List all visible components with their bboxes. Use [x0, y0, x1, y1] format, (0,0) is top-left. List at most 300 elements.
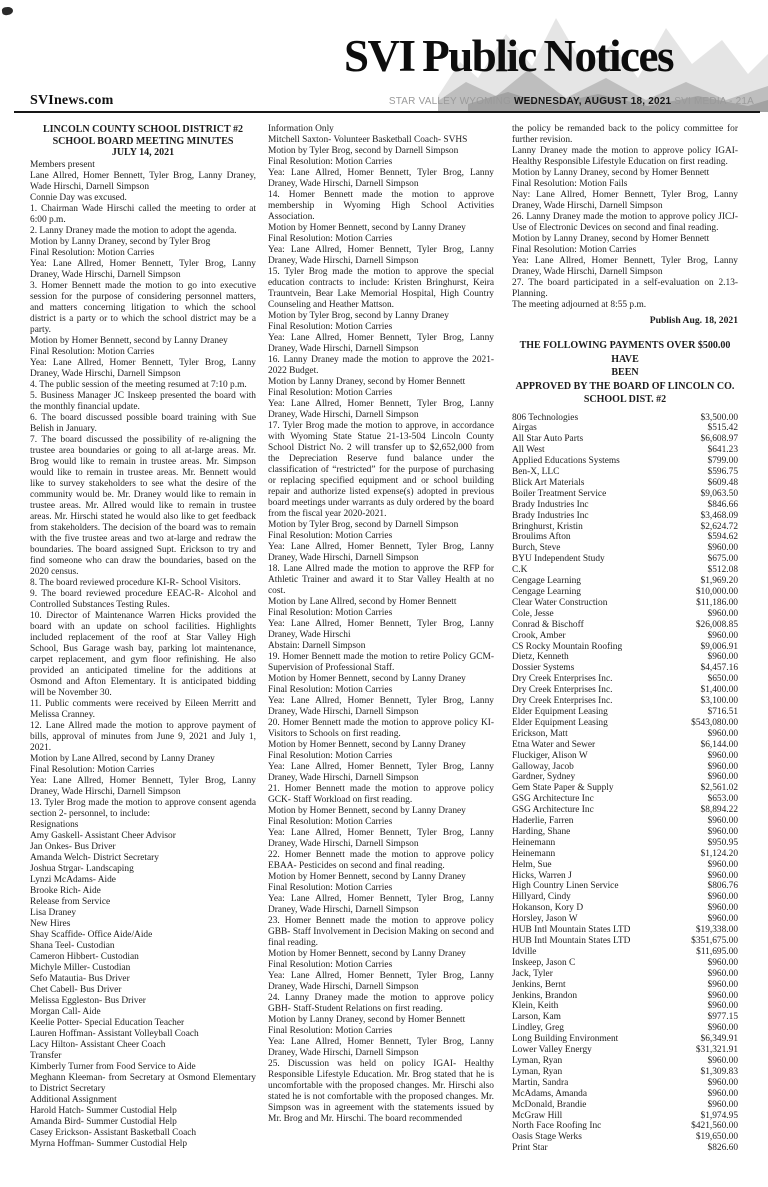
notice-paragraph: 10. Director of Maintenance Warren Hicks provided the board with an update on school facilities. Highlights included replacement of the roof at Star Valley High School, Bus Garage wash bay, parking lot maintenance, carpet replacement, and gym floor refinishing. He also provided an anticipated timeline for the additions at Osmond and Afton Elementary. It is anticipated bidding will be November 30.: [30, 610, 256, 698]
payment-payee: Lower Valley Energy: [512, 1045, 592, 1056]
notice-paragraph: Final Resolution: Motion Carries: [30, 764, 155, 775]
payment-amount: $4,457.16: [700, 663, 738, 674]
payment-row: [512, 543, 738, 554]
payment-amount: $960.00: [707, 1088, 738, 1099]
notice-paragraph: 13. Tyler Brog made the motion to approve consent agenda section 2- personnel, to include:: [30, 797, 256, 819]
payment-amount: $960.00: [707, 990, 738, 1001]
payment-payee: Dry Creek Enterprises Inc.: [512, 674, 613, 685]
payment-payee: Harding, Shane: [512, 826, 571, 837]
payment-amount: $26,008.85: [695, 619, 738, 630]
payment-row: [512, 762, 738, 773]
payment-amount: $960.00: [707, 914, 738, 925]
notice-paragraph: Yea: Lane Allred, Homer Bennett, Tyler Brog, Lanny Draney, Wade Hirschi, Darnell Simpson: [268, 762, 494, 783]
payment-amount: $31,321.91: [695, 1045, 738, 1056]
payment-row: [512, 1045, 738, 1056]
payment-amount: $650.00: [707, 674, 738, 685]
payment-amount: $1,974.95: [700, 1110, 738, 1121]
payment-amount: $6,349.91: [700, 1034, 738, 1045]
notice-paragraph: 22. Homer Bennett made the motion to approve policy EBAA- Pesticides on second and final reading.: [268, 850, 494, 871]
payment-amount: $351,675.00: [691, 936, 738, 946]
payment-payee: Broulims Afton: [512, 532, 571, 543]
payment-payee: Etna Water and Sewer: [512, 739, 596, 750]
payment-row: [512, 729, 738, 740]
notice-title: [30, 124, 256, 159]
payment-amount: $960.00: [707, 870, 738, 881]
payment-amount: $960.00: [707, 652, 738, 663]
notice-paragraph: Yea: Lane Allred, Homer Bennett, Tyler Brog, Lanny Draney, Wade Hirschi, Darnell Simpson: [268, 542, 494, 563]
payment-payee: Hillyard, Cindy: [512, 892, 571, 903]
dateline-date: WEDNESDAY, AUGUST 18, 2021: [514, 96, 675, 107]
payment-row: [512, 598, 738, 609]
notice-paragraph: Final Resolution: Motion Carries: [268, 960, 393, 970]
payment-row: [512, 652, 738, 663]
payment-row: [512, 1121, 738, 1132]
payment-payee: Burch, Steve: [512, 543, 561, 554]
notice-paragraph: 25. Discussion was held on policy IGAI- Healthy Responsible Lifestyle Education. Mr. Brog stated that he is uncomfortable with the proposed changes. Mr. Hirschi also stated he is not comfortable with the proposed changes. Mr. Simpson was in agreement with the statements issued by Mr. Brog and Mr. Hirschi. The board recommended: [268, 1059, 494, 1124]
payment-payee: GSG Architecture Inc: [512, 805, 594, 816]
notice-paragraph: Final Resolution: Motion Carries: [268, 531, 393, 541]
masthead-title: SVI Public Notices: [344, 31, 673, 81]
payment-payee: Heinemann: [512, 848, 556, 859]
payment-payee: Lindley, Greg: [512, 1023, 564, 1034]
payment-row: [512, 478, 738, 489]
payment-row: [512, 532, 738, 543]
notice-column-2-paragraphs: [268, 124, 494, 1125]
notice-paragraph: Final Resolution: Motion Carries: [268, 234, 393, 244]
payment-payee: Crook, Amber: [512, 630, 566, 641]
payment-payee: Cole, Jesse: [512, 608, 554, 619]
dateline-location: STAR VALLEY WYOMING: [388, 96, 515, 107]
notice-paragraph: Yea: Lane Allred, Homer Bennett, Tyler Brog, Lanny Draney, Wade Hirschi, Darnell Simpson: [268, 245, 494, 266]
notice-paragraph: Motion by Lanny Draney, second by Tyler Brog: [30, 236, 211, 247]
payment-amount: $3,100.00: [700, 696, 738, 707]
payment-row: [512, 740, 738, 751]
payment-amount: $641.23: [707, 445, 738, 456]
payment-amount: $960.00: [707, 1055, 738, 1066]
notice-column-1-paragraphs: [30, 160, 256, 1150]
notice-paragraph: Lanny Draney made the motion to approve policy IGAI- Healthy Responsible Lifestyle Education on first reading.: [512, 146, 738, 167]
notice-paragraph: Harold Hatch- Summer Custodial Help: [30, 1105, 177, 1116]
payment-row: [512, 925, 738, 936]
payment-payee: Hokanson, Kory D: [512, 903, 584, 914]
payment-amount: $846.66: [707, 499, 738, 510]
payment-row: [512, 1056, 738, 1067]
notice-paragraph: Lynzi McAdams- Aide: [30, 874, 116, 885]
notice-paragraph: 7. The board discussed the possibility of re-aligning the trustee area boundaries or going to all at-large areas. Mr. Brog would like to remain in trustee areas. Mr. Simpson would like to remain in trustee areas. Mr. Bennett would like to survey stakeholders to see what the desire of the community would be. Mr. Draney would like to remain in trustee areas. Mr. Allred would like to remain in trustee areas. Mr. Hirschi stated he would also like to get feedback from stakeholders. The decision of the board was to remain with the five trustee areas and two at-large and redraw the boundaries. The board assigned Supt. Erickson to try and find someone who can draw the boundaries, based on the 2020 census.: [30, 434, 256, 577]
payment-amount: $3,468.09: [700, 510, 738, 521]
payment-amount: $960.00: [707, 1099, 738, 1110]
notice-paragraph: Yea: Lane Allred, Homer Bennett, Tyler Brog, Lanny Draney, Wade Hirschi, Darnell Simpson: [268, 168, 494, 189]
notice-paragraph: Motion by Homer Bennett, second by Lanny Draney: [268, 674, 466, 684]
payment-payee: Helm, Sue: [512, 859, 552, 870]
payment-row: [512, 805, 738, 816]
payment-amount: $960.00: [707, 728, 738, 739]
payment-payee: Jack, Tyler: [512, 968, 553, 979]
notice-paragraph: Nay: Lane Allred, Homer Bennett, Tyler Brog, Lanny Draney, Wade Hirschi, Darnell Simpson: [512, 190, 738, 211]
payment-amount: $8,894.22: [700, 805, 738, 816]
notice-paragraph: Final Resolution: Motion Carries: [268, 883, 393, 893]
notice-paragraph: Yea: Lane Allred, Homer Bennett, Tyler Brog, Lanny Draney, Wade Hirschi, Darnell Simpson: [268, 828, 494, 849]
payment-payee: All West: [512, 445, 545, 456]
payment-row: [512, 1111, 738, 1122]
payment-amount: $1,309.83: [700, 1066, 738, 1077]
notice-paragraph: Final Resolution: Motion Carries: [268, 751, 393, 761]
notice-paragraph: 3. Homer Bennett made the motion to go into executive session for the purpose of considering personnel matters, and matters concerning litigation to which the school district is a party or to which the school district may be a party.: [30, 280, 256, 335]
payment-row: [512, 1132, 738, 1143]
dateline-row: [30, 93, 754, 109]
payment-amount: $960.00: [707, 1077, 738, 1088]
notice-paragraph: Connie Day was excused.: [30, 192, 127, 203]
notice-paragraph: Casey Erickson- Assistant Basketball Coach: [30, 1127, 197, 1138]
payment-payee: Inskeep, Jason C: [512, 957, 576, 968]
notice-paragraph: Kimberly Turner from Food Service to Aide: [30, 1061, 196, 1072]
publish-date-line: Publish Aug. 18, 2021: [649, 315, 738, 326]
notice-paragraph: 19. Homer Bennett made the motion to retire Policy GCM- Supervision of Professional Staff.: [268, 652, 494, 673]
notice-paragraph: Motion by Homer Bennett, second by Lanny Draney: [268, 806, 466, 816]
payment-row: [512, 1143, 738, 1154]
payments-heading-line: THE FOLLOWING PAYMENTS OVER $500.00 HAVE: [519, 340, 731, 365]
payment-row: [512, 445, 738, 456]
payment-amount: $2,624.72: [700, 521, 738, 532]
notice-paragraph: 5. Business Manager JC Inskeep presented the board with the monthly financial update.: [30, 390, 256, 412]
payment-row: [512, 1023, 738, 1034]
notice-paragraph: Motion by Homer Bennett, second by Lanny Draney: [268, 223, 466, 233]
notice-paragraph: Yea: Lane Allred, Homer Bennett, Tyler Brog, Lanny Draney, Wade Hirschi, Darnell Simpson: [268, 971, 494, 992]
notice-paragraph: Morgan Call- Aide: [30, 1006, 101, 1017]
payment-amount: $1,400.00: [700, 685, 738, 696]
notice-paragraph: Yea: Lane Allred, Homer Bennett, Tyler Brog, Lanny Draney, Wade Hirschi, Darnell Simpson: [30, 775, 256, 797]
payment-row: [512, 892, 738, 903]
payment-amount: $960.00: [707, 903, 738, 914]
payment-payee: Oasis Stage Werks: [512, 1132, 582, 1143]
notice-paragraph: Final Resolution: Motion Fails: [512, 179, 628, 189]
payments-heading-line: BEEN: [611, 367, 639, 378]
payment-amount: $960.00: [707, 761, 738, 772]
notice-paragraph: 4. The public session of the meeting resumed at 7:10 p.m.: [30, 379, 247, 390]
payment-payee: Applied Educations Systems: [512, 456, 620, 467]
payment-payee: BYU Independent Study: [512, 554, 605, 565]
payment-row: [512, 631, 738, 642]
payment-amount: $960.00: [707, 750, 738, 761]
payment-row: [512, 609, 738, 620]
notice-paragraph: Yea: Lane Allred, Homer Bennett, Tyler Brog, Lanny Draney, Wade Hirschi, Darnell Simpson: [268, 333, 494, 354]
payment-payee: Jenkins, Brandon: [512, 990, 578, 1001]
payment-row: [512, 1100, 738, 1111]
payment-row: [512, 827, 738, 838]
notice-paragraph: Final Resolution: Motion Carries: [268, 1026, 393, 1036]
payment-payee: McAdams, Amanda: [512, 1088, 587, 1099]
notice-title-line: JULY 14, 2021: [111, 147, 175, 158]
payment-amount: $1,969.20: [700, 576, 738, 587]
notice-paragraph: Yea: Lane Allred, Homer Bennett, Tyler Brog, Lanny Draney, Wade Hirschi, Darnell Simpson: [268, 1037, 494, 1058]
payment-payee: HUB Intl Mountain States LTD: [512, 936, 631, 946]
payment-payee: Clear Water Construction: [512, 597, 608, 608]
payment-amount: $11,186.00: [696, 597, 738, 608]
notice-paragraph: Final Resolution: Motion Carries: [268, 817, 393, 827]
payment-row: [512, 751, 738, 762]
payment-payee: Lyman, Ryan: [512, 1055, 563, 1066]
payment-amount: $594.62: [707, 532, 738, 543]
payment-payee: Boiler Treatment Service: [512, 488, 607, 499]
payment-payee: Lyman, Ryan: [512, 1066, 563, 1077]
payment-payee: GSG Architecture Inc: [512, 794, 594, 805]
notice-paragraph: Meghann Kleeman- from Secretary at Osmond Elementary to District Secretary: [30, 1072, 256, 1094]
payment-row: [512, 500, 738, 511]
payment-payee: All Star Auto Parts: [512, 434, 584, 445]
payment-payee: Conrad & Bischoff: [512, 619, 584, 630]
notice-paragraph: Motion by Homer Bennett, second by Lanny Draney: [268, 872, 466, 882]
payment-amount: $512.08: [707, 565, 738, 576]
notice-paragraph: 26. Lanny Draney made the motion to approve policy JICJ- Use of Electronic Devices on second and final reading.: [512, 212, 738, 233]
payment-payee: C.K: [512, 565, 528, 576]
payment-row: [512, 1034, 738, 1045]
notice-paragraph: Yea: Lane Allred, Homer Bennett, Tyler Brog, Lanny Draney, Wade Hirschi, Darnell Simpson: [268, 696, 494, 717]
payment-amount: $799.00: [707, 456, 738, 467]
payment-amount: $6,144.00: [700, 739, 738, 750]
payment-amount: $716.51: [707, 706, 738, 717]
payment-row: [512, 456, 738, 467]
notice-paragraph: 1. Chairman Wade Hirschi called the meeting to order at 6:00 p.m.: [30, 203, 256, 225]
payments-heading-line: SCHOOL DIST. #2: [583, 394, 667, 405]
payment-payee: Dry Creek Enterprises Inc.: [512, 696, 613, 707]
payment-row: [512, 1012, 738, 1023]
notice-paragraph: Shana Teel- Custodian: [30, 940, 115, 951]
payment-amount: $9,063.50: [700, 488, 738, 499]
payment-payee: Klein, Keith: [512, 1001, 559, 1012]
payment-row: [512, 838, 738, 849]
payment-row: [512, 816, 738, 827]
payment-amount: $10,000.00: [695, 587, 738, 597]
notice-paragraph: 8. The board reviewed procedure KI-R- School Visitors.: [30, 577, 241, 588]
payment-row: [512, 587, 738, 598]
notice-paragraph: Final Resolution: Motion Carries: [30, 247, 155, 258]
payment-payee: Galloway, Jacob: [512, 761, 574, 772]
payment-amount: $950.95: [707, 837, 738, 848]
payment-row: [512, 772, 738, 783]
notice-paragraph: Motion by Lanny Draney, second by Homer Bennett: [268, 377, 466, 387]
notice-paragraph: 17. Tyler Brog made the motion to approve, in accordance with Wyoming State Statue 21-13-504 Lincoln County School District No. 2 will transfer up to $2,652,000 from the Depreciation Reserve fund balance under the classification of “restricted” for the purpose of purchasing or replacing specified equipment and or school building repair and authorize listed expense(s) adopted in previous board meetings under warrants as duly ordered by the board from the fiscal year 2020-2021.: [268, 421, 494, 519]
notice-paragraph: Yea: Lane Allred, Homer Bennett, Tyler Brog, Lanny Draney, Wade Hirschi, Darnell Simpson: [268, 399, 494, 420]
payment-row: [512, 554, 738, 565]
payment-row: [512, 980, 738, 991]
notice-paragraph: Yea: Lane Allred, Homer Bennett, Tyler Brog, Lanny Draney, Wade Hirschi, Darnell Simpson: [30, 357, 256, 379]
payment-row: [512, 489, 738, 500]
notice-paragraph: 9. The board reviewed procedure EEAC-R- Alcohol and Controlled Substances Testing Rules.: [30, 588, 256, 610]
payment-amount: $960.00: [707, 826, 738, 837]
notice-paragraph: Additional Assignment: [30, 1094, 117, 1105]
payment-payee: CS Rocky Mountain Roofing: [512, 641, 623, 652]
payment-row: [512, 674, 738, 685]
payment-row: [512, 696, 738, 707]
notice-paragraph: Jan Onkes- Bus Driver: [30, 841, 116, 852]
notice-paragraph: Resignations: [30, 819, 79, 830]
notice-paragraph: Motion by Lanny Draney, second by Homer Bennett: [268, 1015, 466, 1025]
payment-payee: Dietz, Kenneth: [512, 652, 569, 663]
payment-payee: McGraw Hill: [512, 1110, 563, 1121]
notice-paragraph: Lisa Draney: [30, 907, 77, 918]
payment-row: [512, 423, 738, 434]
payment-payee: Larson, Kam: [512, 1012, 561, 1023]
notice-column-1: [30, 124, 256, 1180]
notice-paragraph: Release from Service: [30, 896, 111, 907]
payment-row: [512, 958, 738, 969]
notice-paragraph: 14. Homer Bennett made the motion to approve membership in Wyoming High School Activities Association.: [268, 190, 494, 222]
notice-paragraph: 21. Homer Bennett made the motion to approve policy GCK- Staff Workload on first reading.: [268, 784, 494, 805]
payment-amount: $960.00: [707, 543, 738, 554]
notice-paragraph: Motion by Tyler Brog, second by Lanny Draney: [268, 311, 449, 321]
notice-paragraph: Joshua Strgar- Landscaping: [30, 863, 134, 874]
payment-payee: Gardner, Sydney: [512, 772, 576, 783]
payment-row: [512, 663, 738, 674]
payment-row: [512, 947, 738, 958]
notice-paragraph: 20. Homer Bennett made the motion to approve policy KI- Visitors to Schools on first reading.: [268, 718, 494, 739]
notice-paragraph: 15. Tyler Brog made the motion to approve the special education contracts to include: Kristen Bringhurst, Keira Trauntvein, Bear Lake Memorial Hospital, High Country Counseling and Heather Mattson.: [268, 267, 494, 310]
notice-paragraph: 12. Lane Allred made the motion to approve payment of bills, approval of minutes from June 9, 2021 and July 1, 2021.: [30, 720, 256, 753]
payment-amount: $960.00: [707, 630, 738, 641]
payment-row: [512, 903, 738, 914]
notice-paragraph: Motion by Homer Bennett, second by Lanny Draney: [30, 335, 228, 346]
notice-paragraph: Melissa Eggleston- Bus Driver: [30, 995, 146, 1006]
payment-amount: $2,561.02: [700, 783, 738, 794]
notice-paragraph: New Hires: [30, 918, 71, 929]
payments-heading: [512, 339, 738, 407]
payment-amount: $960.00: [707, 772, 738, 783]
payment-row: [512, 936, 738, 947]
notice-paragraph: Motion by Homer Bennett, second by Lanny Draney: [268, 949, 466, 959]
notice-paragraph: 27. The board participated in a self-evaluation on 2.13- Planning.: [512, 278, 738, 299]
payment-row: [512, 794, 738, 805]
notice-paragraph: Motion by Homer Bennett, second by Lanny Draney: [268, 740, 466, 750]
payment-row: [512, 991, 738, 1002]
payment-amount: $675.00: [707, 554, 738, 565]
payment-amount: $960.00: [707, 816, 738, 827]
payment-amount: $515.42: [707, 423, 738, 434]
notice-column-2: [268, 124, 494, 1180]
payment-amount: $960.00: [707, 957, 738, 968]
payment-payee: Martin, Sandra: [512, 1077, 569, 1088]
notice-column-3-paragraphs: [512, 124, 738, 311]
payment-payee: McDonald, Brandie: [512, 1099, 587, 1110]
notice-paragraph: Yea: Lane Allred, Homer Bennett, Tyler Brog, Lanny Draney, Wade Hirschi, Darnell Simpson: [30, 258, 256, 280]
payment-row: [512, 718, 738, 729]
notice-paragraph: Brooke Rich- Aide: [30, 885, 101, 896]
payment-row: [512, 1078, 738, 1089]
payment-row: [512, 467, 738, 478]
dateline-edition: SVI MEDIA - 21A: [674, 96, 754, 107]
payment-payee: Ben-X, LLC: [512, 467, 560, 478]
payment-row: [512, 1067, 738, 1078]
payment-payee: 806 Technologies: [512, 412, 579, 423]
payment-row: [512, 642, 738, 653]
payments-heading-line: APPROVED BY THE BOARD OF LINCOLN CO.: [515, 380, 735, 392]
notice-paragraph: Final Resolution: Motion Carries: [268, 608, 393, 618]
dateline: [389, 96, 754, 107]
notice-paragraph: Keelie Potter- Special Education Teacher: [30, 1017, 185, 1028]
notice-title-line: SCHOOL BOARD MEETING MINUTES: [52, 135, 234, 147]
notice-paragraph: Michyle Miller- Custodian: [30, 962, 131, 973]
payment-row: [512, 511, 738, 522]
payment-payee: High Country Linen Service: [512, 881, 619, 892]
payment-payee: Idville: [512, 946, 537, 957]
payment-amount: $960.00: [707, 859, 738, 870]
payment-amount: $19,338.00: [695, 925, 738, 936]
payment-row: [512, 871, 738, 882]
payment-row: [512, 413, 738, 424]
site-url: SVInews.com: [30, 93, 114, 108]
notice-paragraph: Lauren Hoffman- Assistant Volleyball Coach: [30, 1028, 199, 1039]
payment-amount: $3,500.00: [700, 412, 738, 423]
notice-paragraph: Members present: [30, 159, 95, 170]
header-rule: [14, 111, 760, 113]
notice-paragraph: 11. Public comments were received by Eileen Merritt and Melissa Cranney.: [30, 698, 256, 720]
notice-paragraph: Final Resolution: Motion Carries: [268, 685, 393, 695]
payment-row: [512, 707, 738, 718]
notice-paragraph: Amanda Bird- Summer Custodial Help: [30, 1116, 177, 1127]
payment-payee: Elder Equipment Leasing: [512, 706, 608, 717]
payment-amount: $960.00: [707, 1023, 738, 1034]
payment-amount: $421,560.00: [691, 1121, 738, 1132]
payment-payee: Fluckiger, Alison W: [512, 750, 588, 761]
notice-paragraph: Myrna Hoffman- Summer Custodial Help: [30, 1138, 188, 1149]
notice-paragraph: Motion by Tyler Brog, second by Darnell Simpson: [268, 520, 459, 530]
payment-amount: $826.60: [707, 1143, 738, 1154]
notice-paragraph: Mitchell Saxton- Volunteer Basketball Coach- SVHS: [268, 135, 468, 145]
payment-amount: $1,124.20: [700, 848, 738, 859]
payment-amount: $806.76: [707, 881, 738, 892]
payments-list: [512, 413, 738, 1155]
notice-paragraph: Final Resolution: Motion Carries: [268, 157, 393, 167]
payment-row: [512, 783, 738, 794]
notice-paragraph: Final Resolution: Motion Carries: [30, 346, 155, 357]
payment-row: [512, 969, 738, 980]
notice-paragraph: Transfer: [30, 1050, 62, 1061]
payment-payee: Heinemann: [512, 837, 556, 848]
notice-paragraph: 16. Lanny Draney made the motion to approve the 2021-2022 Budget.: [268, 355, 494, 376]
notice-paragraph: Sefo Matautia- Bus Driver: [30, 973, 130, 984]
payment-payee: Airgas: [512, 423, 537, 434]
notice-paragraph: The meeting adjourned at 8:55 p.m.: [512, 300, 647, 310]
payment-amount: $11,695.00: [696, 946, 738, 957]
payment-amount: $6,608.97: [700, 434, 738, 445]
payment-row: [512, 576, 738, 587]
payment-row: [512, 914, 738, 925]
payment-payee: HUB Intl Mountain States LTD: [512, 925, 631, 936]
notice-paragraph: Motion by Tyler Brog, second by Darnell Simpson: [268, 146, 459, 156]
notice-column-3: [512, 124, 738, 1180]
notice-paragraph: Shay Scaffide- Office Aide/Aide: [30, 929, 153, 940]
payment-payee: Print Star: [512, 1143, 548, 1154]
payment-payee: Elder Equipment Leasing: [512, 717, 608, 728]
payment-payee: Blick Art Materials: [512, 477, 585, 488]
payment-row: [512, 565, 738, 576]
payment-amount: $543,080.00: [691, 717, 738, 728]
notice-paragraph: Motion by Lanny Draney, second by Homer Bennett: [512, 234, 710, 244]
payment-payee: Jenkins, Bernt: [512, 979, 566, 990]
payment-row: [512, 522, 738, 533]
payment-amount: $960.00: [707, 608, 738, 619]
payment-payee: Bringhurst, Kristin: [512, 521, 583, 532]
payment-amount: $609.48: [707, 477, 738, 488]
payment-amount: $19,650.00: [695, 1132, 738, 1143]
notice-paragraph: Amanda Welch- District Secretary: [30, 852, 159, 863]
payment-payee: Cengage Learning: [512, 587, 581, 597]
notice-paragraph: Lacy Hilton- Assistant Cheer Coach: [30, 1039, 166, 1050]
payment-row: [512, 881, 738, 892]
payment-amount: $960.00: [707, 1001, 738, 1012]
payment-amount: $9,006.91: [700, 641, 738, 652]
payment-row: [512, 685, 738, 696]
payment-payee: Haderlie, Farren: [512, 816, 574, 827]
